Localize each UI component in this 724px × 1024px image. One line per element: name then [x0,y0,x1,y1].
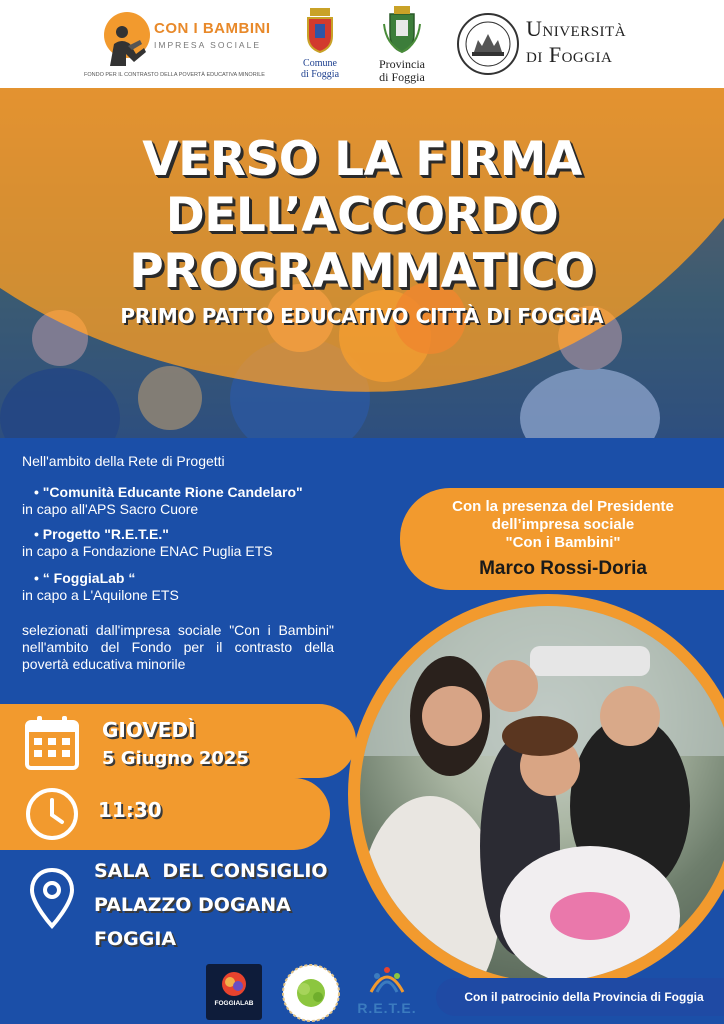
project-detail: in capo a L'Aquilone ETS [22,587,179,603]
main-subtitle: PRIMO PATTO EDUCATIVO CITTÀ DI FOGGIA [120,304,604,328]
presidente-line-3: "Con i Bambini" [505,534,621,551]
foggialab-label: FOGGIALAB [214,1000,254,1007]
provincia-line-2: di Foggia [379,70,425,84]
provincia-di-foggia-logo [368,4,436,84]
comune-crest-icon [304,6,336,54]
rete-label: R.E.T.E. [357,1000,417,1016]
location-pin-icon [28,866,76,930]
comune-line-1: Comune [303,58,337,69]
title-line-1: VERSO LA FIRMA [142,132,582,187]
presidente-line-2: dell’impresa sociale [491,516,635,533]
event-time: 11:30 [98,798,162,822]
comunita-educante-candelaro-logo [280,962,342,1024]
main-title [0,132,724,300]
universita-line-1: Università [526,16,627,41]
universita-di-foggia-logo [456,10,656,80]
place-line-3: FOGGIA [94,928,177,950]
reading-child-icon [92,18,152,68]
calendar-icon [24,714,80,772]
foggialab-logo [206,964,262,1020]
provincia-crest-icon [382,4,422,54]
comune-line-2: di Foggia [300,69,340,80]
patrocinio-text: Con il patrocinio della Provincia di Foggia [464,990,704,1004]
con-i-bambini-logo [84,8,271,84]
provincia-line-1: Provincia [379,57,425,71]
presidente-name: Marco Rossi-Doria [479,558,647,579]
project-detail: in capo all'APS Sacro Cuore [22,501,199,517]
con-i-bambini-subtitle: IMPRESA SOCIALE [154,40,261,50]
place-line-1: SALA DEL CONSIGLIO [94,860,328,882]
intro-text: Nell'ambito della Rete di Progetti [22,453,225,469]
presidente-line-1: Con la presenza del Presidente [452,498,674,515]
rete-logo [352,962,422,1020]
title-line-3: PROGRAMMATICO [129,244,595,299]
presidente-text [404,498,722,552]
university-seal-icon [456,12,520,76]
title-line-2: DELL’ACCORDO [165,188,559,243]
project-title: Progetto "R.E.T.E." [42,526,169,542]
girls-silhouettes [360,606,724,982]
project-item: • Progetto "R.E.T.E." in capo a Fondazione ENAC Puglia ETS [22,526,273,559]
rete-emblem-icon [367,962,407,998]
project-item: • "Comunità Educante Rione Candelaro" in capo all'APS Sacro Cuore [22,484,303,517]
universita-line-2: di Foggia [526,42,613,67]
event-day: GIOVEDÌ [102,718,196,742]
project-item: • “ FoggiaLab “ in capo a L'Aquilone ETS [22,570,179,603]
con-i-bambini-fondo: FONDO PER IL CONTRASTO DELLA POVERTÀ EDUCATIVA MINORILE [84,72,265,78]
selection-text: selezionati dall'impresa sociale "Con i Bambini" nell'ambito del Fondo per il contrasto della povertà educativa minorile [22,622,334,672]
header-bar [0,0,724,88]
con-i-bambini-name: CON I BAMBINI [154,20,271,37]
project-title: “ FoggiaLab “ [42,570,136,586]
project-title: "Comunità Educante Rione Candelaro" [42,484,303,500]
place-line-2: PALAZZO DOGANA [94,894,291,916]
foggialab-emblem-icon [220,970,248,998]
girls-group-photo [360,606,724,982]
clock-icon [24,786,80,842]
event-place [94,854,328,956]
project-detail: in capo a Fondazione ENAC Puglia ETS [22,543,273,559]
event-date: 5 Giugno 2025 [102,748,249,769]
comune-di-foggia-logo [292,6,348,86]
